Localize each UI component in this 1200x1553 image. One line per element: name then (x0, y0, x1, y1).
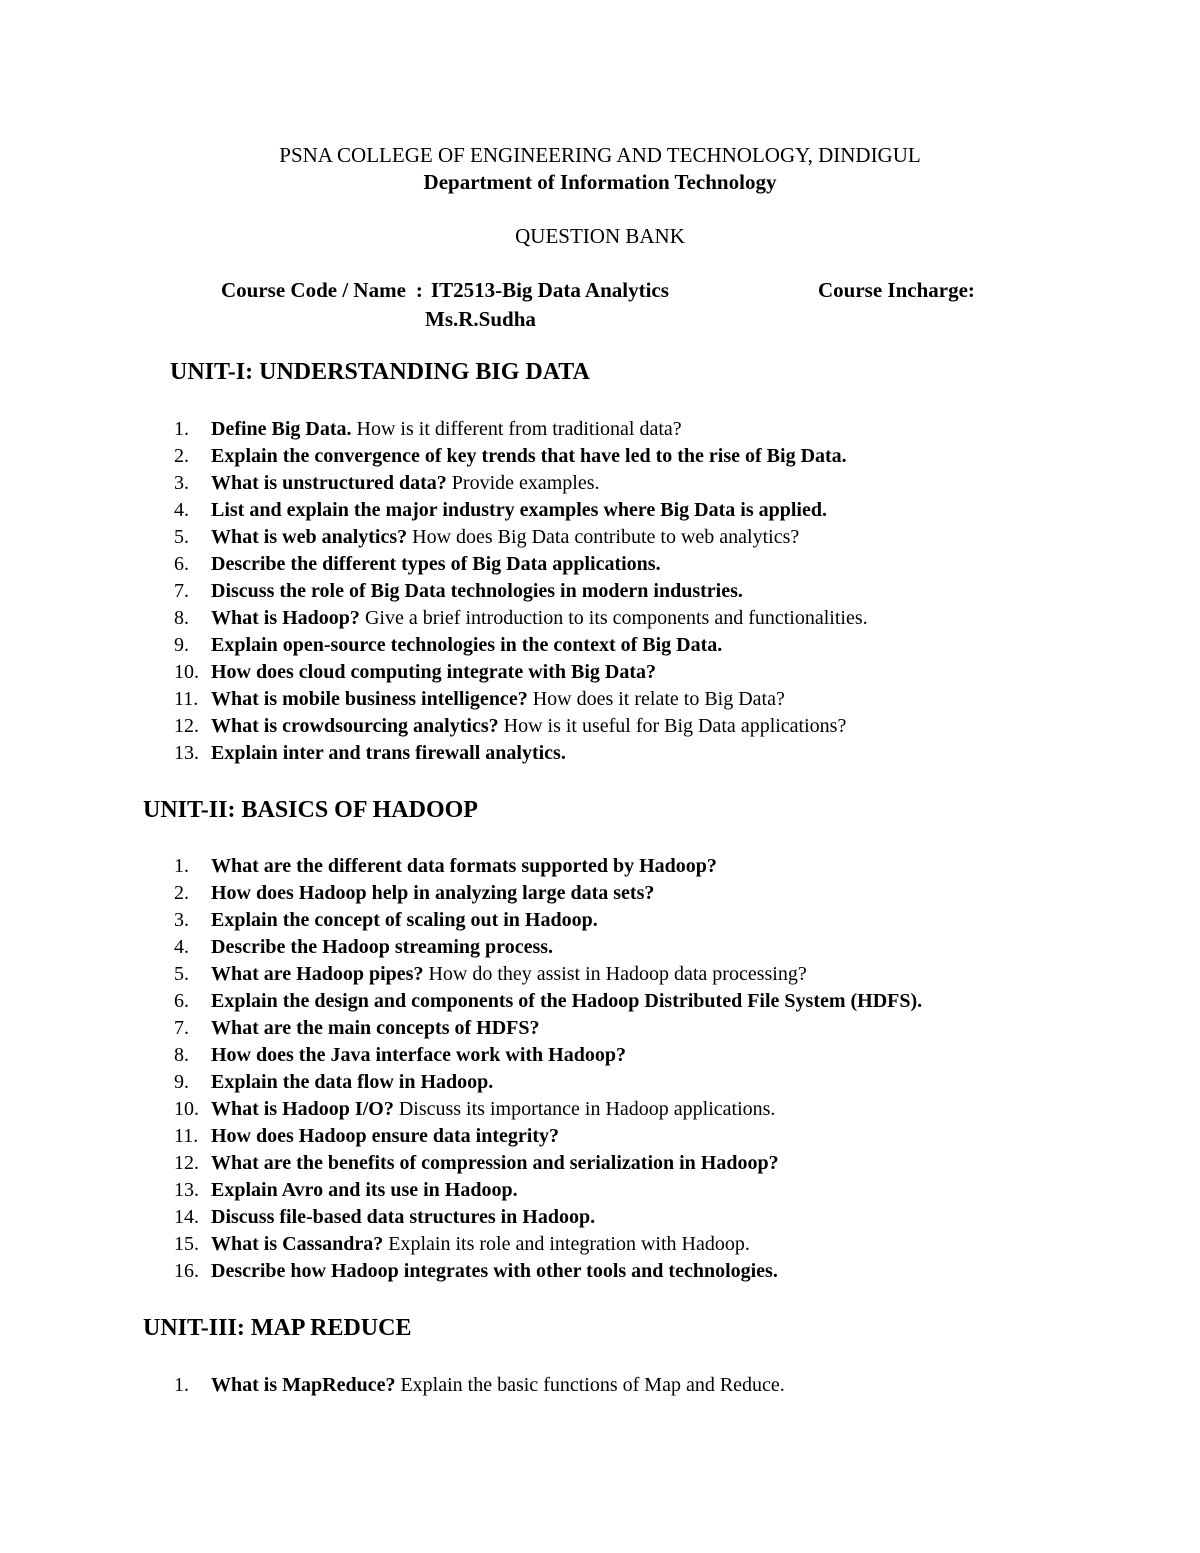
question-normal-text: Explain its role and integration with Hadoop. (383, 1233, 750, 1255)
course-value: IT2513-Big Data Analytics (430, 278, 669, 302)
question-number: 6. (174, 553, 189, 575)
question-bold-text: What is MapReduce? (211, 1374, 396, 1396)
question-text (211, 1123, 559, 1150)
question-bold-text: How does Hadoop ensure data integrity? (211, 1125, 559, 1147)
question-bold-text: What are the main concepts of HDFS? (211, 1017, 540, 1039)
question-number: 4. (174, 936, 189, 958)
question-text (211, 713, 846, 740)
question-number: 12. (174, 1152, 199, 1174)
question-bold-text: Describe how Hadoop integrates with other tools and technologies. (211, 1260, 778, 1282)
question-bold-text: Explain the data flow in Hadoop. (211, 1071, 494, 1093)
question-number: 12. (174, 715, 199, 737)
question-number: 8. (174, 607, 189, 629)
question-bold-text: What are Hadoop pipes? (211, 963, 424, 985)
question-text (211, 1177, 518, 1204)
question-text (211, 1069, 493, 1096)
question-bold-text: List and explain the major industry examples where Big Data is applied. (211, 499, 827, 521)
question-number: 10. (174, 1098, 199, 1120)
question-text (211, 1204, 595, 1231)
question-bold-text: Discuss the role of Big Data technologies in modern industries. (211, 580, 743, 602)
question-number: 3. (174, 909, 189, 931)
question-number: 1. (174, 1374, 189, 1396)
question-number: 9. (174, 634, 189, 656)
question-bold-text: What is mobile business intelligence? (211, 688, 528, 710)
question-bold-text: Explain Avro and its use in Hadoop. (211, 1179, 518, 1201)
question-bold-text: Describe the Hadoop streaming process. (211, 936, 554, 958)
question-text (211, 1231, 750, 1258)
question-number: 2. (174, 882, 189, 904)
question-bold-text: What are the benefits of compression and serialization in Hadoop? (211, 1152, 779, 1174)
question-text (211, 659, 656, 686)
question-bold-text: Explain inter and trans firewall analytics. (211, 742, 566, 764)
question-normal-text: Discuss its importance in Hadoop applications. (393, 1098, 776, 1120)
question-number: 5. (174, 963, 189, 985)
question-text (211, 1015, 540, 1042)
course-separator: : (415, 278, 423, 302)
question-bold-text: Explain the concept of scaling out in Hadoop. (211, 909, 598, 931)
question-text (211, 605, 868, 632)
question-number: 14. (174, 1206, 199, 1228)
question-text (211, 416, 682, 443)
question-text (211, 1150, 779, 1177)
question-number: 11. (174, 688, 199, 710)
question-bold-text: What is Hadoop? (211, 607, 360, 629)
question-bold-text: Discuss file-based data structures in Hadoop. (211, 1206, 596, 1228)
course-info (221, 278, 669, 303)
question-bold-text: Explain the design and components of the Hadoop Distributed File System (HDFS). (211, 990, 923, 1012)
question-text (211, 551, 661, 578)
unit-title: UNIT-I: UNDERSTANDING BIG DATA (170, 359, 590, 385)
question-text (211, 934, 553, 961)
question-number: 8. (174, 1044, 189, 1066)
question-normal-text: Explain the basic functions of Map and Reduce. (395, 1374, 785, 1396)
question-number: 9. (174, 1071, 189, 1093)
unit-title: UNIT-II: BASICS OF HADOOP (143, 797, 478, 823)
course-incharge-label: Course Incharge: (818, 278, 975, 302)
question-bold-text: Explain the convergence of key trends that have led to the rise of Big Data. (211, 445, 847, 467)
question-text (211, 1372, 785, 1399)
question-number: 16. (174, 1260, 199, 1282)
question-text (211, 740, 566, 767)
question-normal-text: Provide examples. (446, 472, 600, 494)
question-text (211, 961, 807, 988)
question-number: 2. (174, 445, 189, 467)
question-number: 7. (174, 1017, 189, 1039)
unit-title: UNIT-III: MAP REDUCE (143, 1315, 412, 1341)
question-bold-text: How does the Java interface work with Hadoop? (211, 1044, 626, 1066)
question-number: 1. (174, 855, 189, 877)
question-bold-text: What is web analytics? (211, 526, 408, 548)
question-bold-text: What is crowdsourcing analytics? (211, 715, 499, 737)
question-number: 3. (174, 472, 189, 494)
question-normal-text: How does Big Data contribute to web analytics? (407, 526, 800, 548)
question-text (211, 907, 598, 934)
question-bold-text: Describe the different types of Big Data applications. (211, 553, 661, 575)
question-bold-text: What is Hadoop I/O? (211, 1098, 394, 1120)
question-number: 6. (174, 990, 189, 1012)
document-type: QUESTION BANK (515, 224, 685, 248)
question-bold-text: What are the different data formats supported by Hadoop? (211, 855, 717, 877)
question-normal-text: How is it different from traditional data? (351, 418, 682, 440)
course-incharge-name: Ms.R.Sudha (425, 307, 536, 331)
question-text (211, 578, 743, 605)
question-number: 5. (174, 526, 189, 548)
question-text (211, 880, 654, 907)
question-normal-text: How do they assist in Hadoop data processing? (423, 963, 807, 985)
question-number: 10. (174, 661, 199, 683)
question-number: 13. (174, 742, 199, 764)
question-normal-text: How does it relate to Big Data? (527, 688, 785, 710)
question-number: 11. (174, 1125, 199, 1147)
question-text (211, 632, 722, 659)
course-label: Course Code / Name (221, 278, 406, 302)
question-text (211, 524, 799, 551)
question-text (211, 443, 847, 470)
question-text (211, 497, 827, 524)
question-number: 15. (174, 1233, 199, 1255)
question-bold-text: Explain open-source technologies in the context of Big Data. (211, 634, 723, 656)
question-text (211, 470, 600, 497)
department-name: Department of Information Technology (423, 170, 777, 194)
question-text (211, 853, 717, 880)
question-normal-text: How is it useful for Big Data applications? (498, 715, 847, 737)
question-number: 13. (174, 1179, 199, 1201)
question-text (211, 1258, 778, 1285)
question-text (211, 686, 785, 713)
question-bold-text: How does cloud computing integrate with Big Data? (211, 661, 656, 683)
question-normal-text: Give a brief introduction to its components and functionalities. (359, 607, 868, 629)
question-number: 1. (174, 418, 189, 440)
question-text (211, 1096, 775, 1123)
question-text (211, 988, 922, 1015)
question-bold-text: What is unstructured data? (211, 472, 447, 494)
question-bold-text: Define Big Data. (211, 418, 352, 440)
question-text (211, 1042, 626, 1069)
question-bold-text: How does Hadoop help in analyzing large data sets? (211, 882, 655, 904)
question-number: 4. (174, 499, 189, 521)
college-name: PSNA COLLEGE OF ENGINEERING AND TECHNOLOGY, DINDIGUL (279, 143, 921, 167)
question-number: 7. (174, 580, 189, 602)
question-bold-text: What is Cassandra? (211, 1233, 384, 1255)
